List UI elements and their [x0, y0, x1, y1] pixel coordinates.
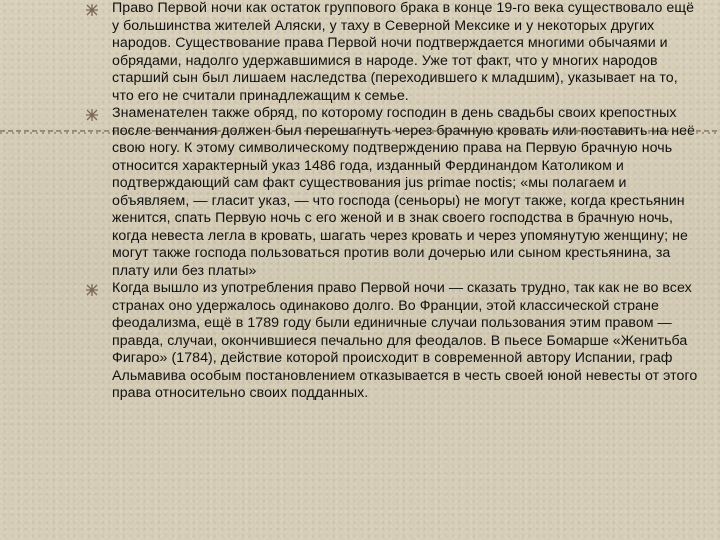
paragraph-3 — [86, 280, 702, 403]
ornamental-bullet-icon — [86, 283, 98, 295]
paragraph-2 — [86, 105, 702, 280]
paragraph-text: Право Первой ночи как остаток группового брака в конце 19-го века существовало ещё у большинства жителей Аляски, у таху в Северной Мексике и у некоторых других народов. Существование права Первой ночи подтверждается многими обычаями и обрядами, надолго удержавшимися в народе. Уже тот факт, что у многих народов старший сын был лишаем наследства (переходившего к младшим), указывает на то, что его не считали принадлежащим к семье. — [112, 0, 695, 104]
ornamental-bullet-icon — [86, 3, 98, 15]
paragraph-1 — [86, 0, 702, 105]
ornamental-bullet-icon — [86, 108, 98, 120]
slide-content — [86, 0, 702, 403]
paragraph-text: Знаменателен также обряд, по которому господин в день свадьбы своих крепостных после венчания должен был перешагнуть через брачную кровать или поставить на неё свою ногу. К этому символическому подтверждению права на Первую брачную ночь относится характерный указ 1486 года, изданный Фердинандом Католиком и подтверждающий сам факт существования jus primae noctis; «мы полагаем и объявляем, — гласит указ, — что господа (сеньоры) не могут также, когда крестьянин женится, спать Первую ночь с его женой и в знак своего господства в брачную ночь, когда невеста легла в кровать, шагать через кровать и через упомянутую женщину; не могут также господа пользоваться против воли дочерью или сыном крестьянина, за плату или без платы» — [112, 105, 695, 279]
paragraph-text: Когда вышло из употребления право Первой ночи — сказать трудно, так как не во всех странах оно удержалось одинаково долго. Во Франции, этой классической стране феодализма, ещё в 1789 году были единичные случаи пользования этим правом — правда, случаи, окончившиеся печально для феодалов. В пьесе Бомарше «Женитьба Фигаро» (1784), действие которой происходит в современной автору Испании, граф Альмавива особым постановлением отказывается в честь своей юной невесты от этого права относительно своих подданных. — [112, 280, 698, 401]
